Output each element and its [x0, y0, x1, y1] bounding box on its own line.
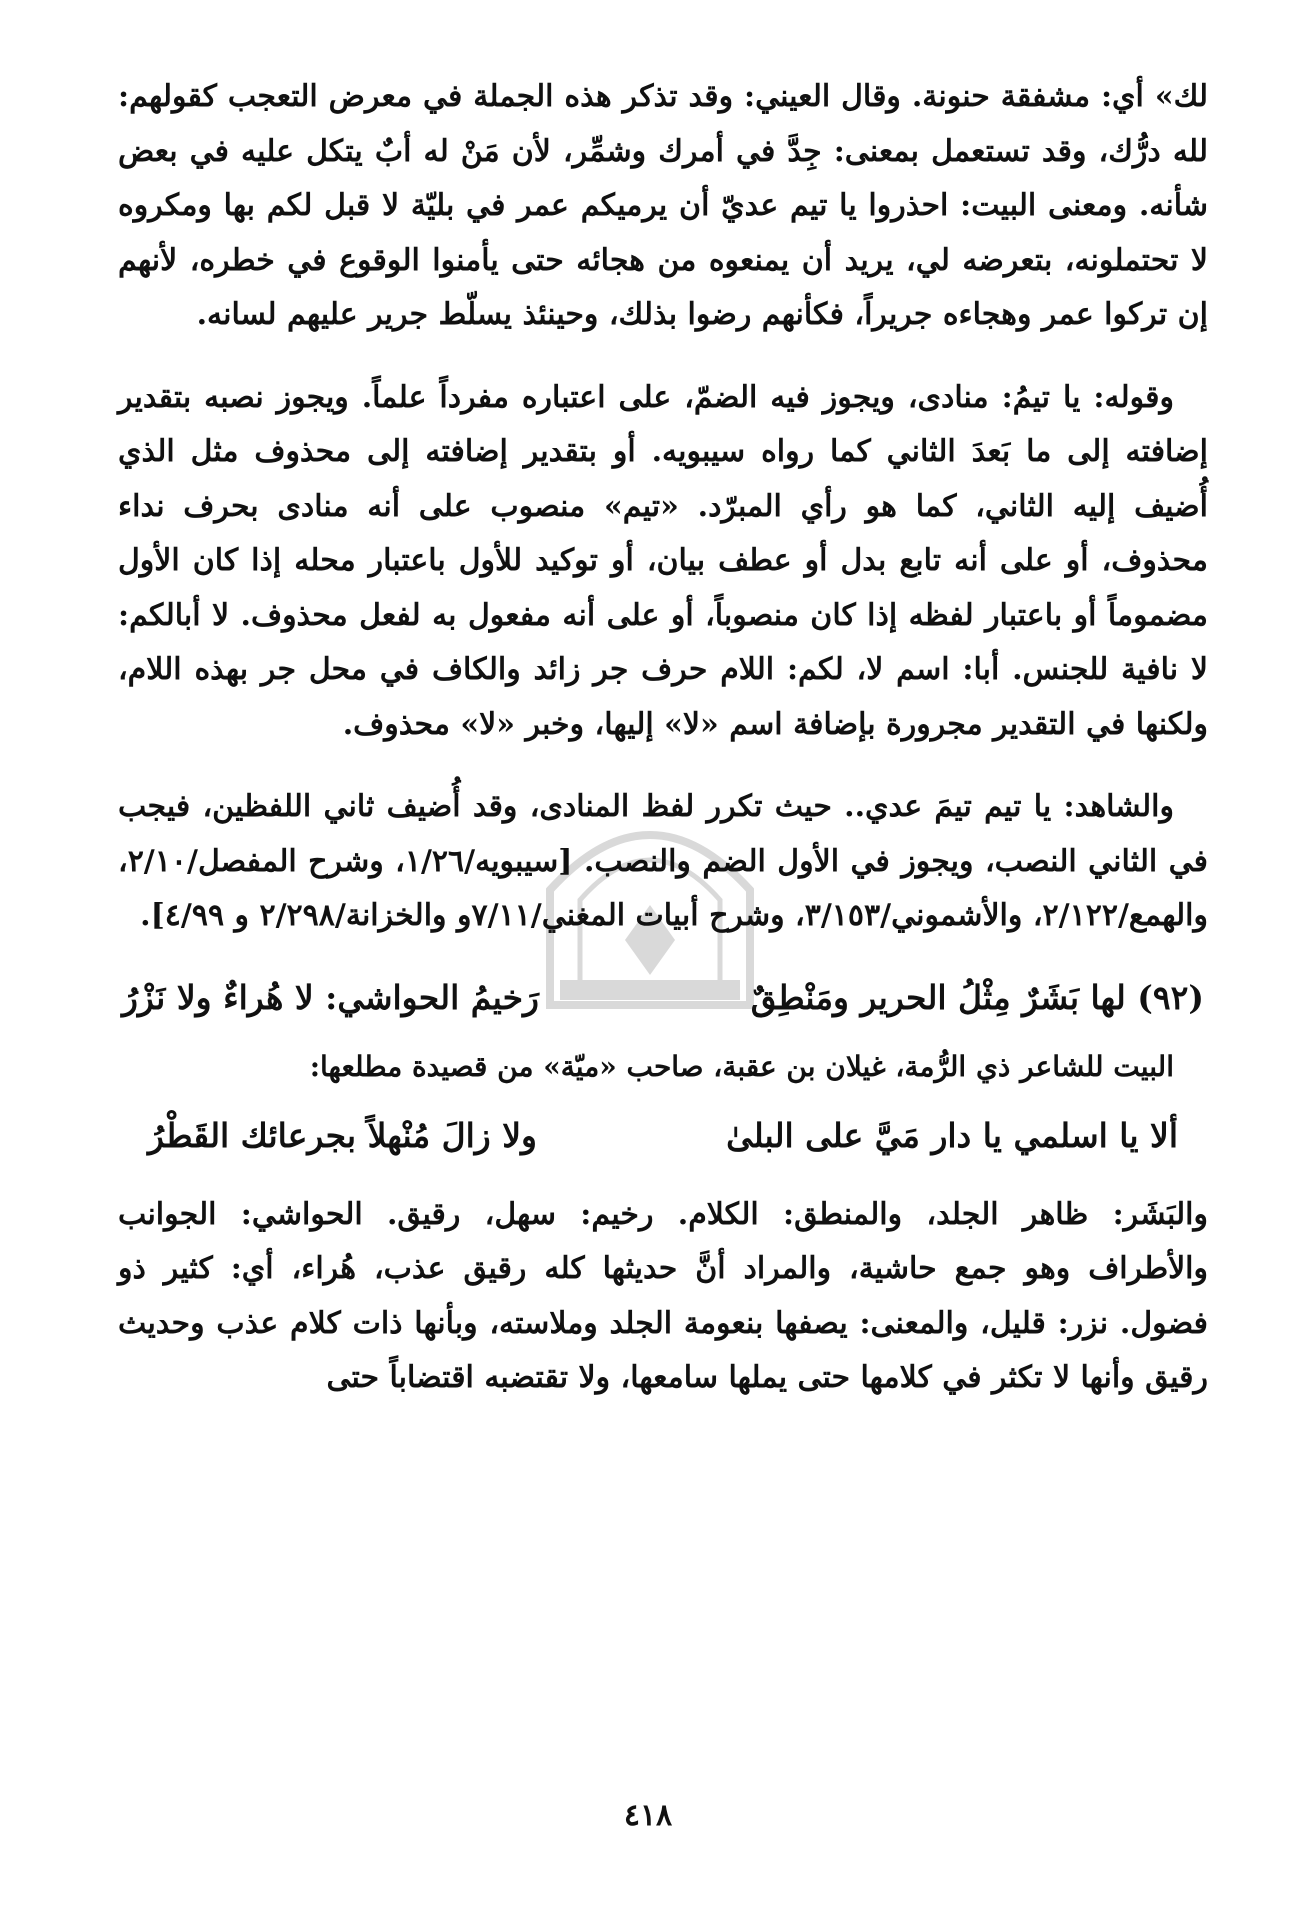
- verse-opening-second-hemistich: ولا زالَ مُنْهلاً بجرعائك القَطْرُ: [148, 1115, 537, 1155]
- page-number: ٤١٨: [623, 1798, 673, 1833]
- verse-92-first-hemistich: (٩٢) لها بَشَرٌ مِثْلُ الحرير ومَنْطِقٌ: [750, 977, 1204, 1017]
- paragraph-evidence: والشاهد: يا تيم تيمَ عدي.. حيث تكرر لفظ المنادى، وقد أُضيف ثاني اللفظين، فيجب في الثاني النصب، ويجوز في الأول الضم والنصب. [سيبويه/١/٢٦، وشرح المفصل/٢/١٠، والهمع/٢/١٢٢، والأشموني/٣/١٥٣، وشرح أبيات المغني/٧/١١و والخزانة/٢/٢٩٨ و ٤/٩٩].: [118, 789, 1208, 933]
- verse-opening-first-hemistich: ألا يا اسلمي يا دار مَيَّ على البلىٰ: [726, 1115, 1178, 1155]
- paragraph-explanation: لك» أي: مشفقة حنونة. وقال العيني: وقد تذكر هذه الجملة في معرض التعجب كقولهم: لله درُّك، وقد تستعمل بمعنى: جِدَّ في أمرك وشمِّر، لأن مَنْ له أبٌ يتكل عليه في بعض شأنه. ومعنى البيت: احذروا يا تيم عديّ أن يرميكم عمر في بليّة لا قبل لكم بها ومكروه لا تحتملونه، بتعرضه لي، يريد أن يمنعوه من هجائه حتى يأمنوا الوقوع في خطره، لأنهم إن تركوا عمر وهجاءه جريراً، فكأنهم رضوا بذلك، وحينئذ يسلّط جرير عليهم لسانه.: [118, 79, 1208, 332]
- verse-92: [118, 968, 1208, 1028]
- paragraph-vocabulary: والبَشَر: ظاهر الجلد، والمنطق: الكلام. رخيم: سهل، رقيق. الحواشي: الجوانب والأطراف وهو جمع حاشية، والمراد أنَّ حديثها كله رقيق عذب، هُراء، أي: كثير ذو فضول. نزر: قليل، والمعنى: يصفها بنعومة الجلد وملاسته، وبأنها ذات كلام عذب وحديث رقيق وأنها لا تكثر في كلامها حتى يملها سامعها، ولا تقتضبه اقتضاباً حتى: [118, 1196, 1208, 1395]
- paragraph-grammar: وقوله: يا تيمُ: منادى، ويجوز فيه الضمّ، على اعتباره مفرداً علماً. ويجوز نصبه بتقدير إضافته إلى ما بَعدَ الثاني كما رواه سيبويه. أو بتقدير إضافته إلى محذوف مثل الذي أُضيف إليه الثاني، كما هو رأي المبرّد. «تيم» منصوب على أنه منادى بحرف نداء محذوف، أو على أنه تابع بدل أو عطف بيان، أو توكيد للأول باعتبار محله إذا كان الأول مضموماً أو باعتبار لفظه إذا كان منصوباً، أو على أنه مفعول به لفعل محذوف. لا أبالكم: لا نافية للجنس. أبا: اسم لا، لكم: اللام حرف جر زائد والكاف في محل جر بهذه اللام، ولكنها في التقدير مجرورة بإضافة اسم «لا» إليها، وخبر «لا» محذوف.: [118, 379, 1208, 742]
- verse-attribution: البيت للشاعر ذي الرُّمة، غيلان بن عقبة، صاحب «ميّة» من قصيدة مطلعها:: [309, 1049, 1174, 1083]
- page-body: [118, 70, 1208, 1406]
- verse-opening: [118, 1106, 1208, 1166]
- verse-92-second-hemistich: رَخيمُ الحواشي: لا هُراءٌ ولا نَزْرُ: [122, 977, 539, 1017]
